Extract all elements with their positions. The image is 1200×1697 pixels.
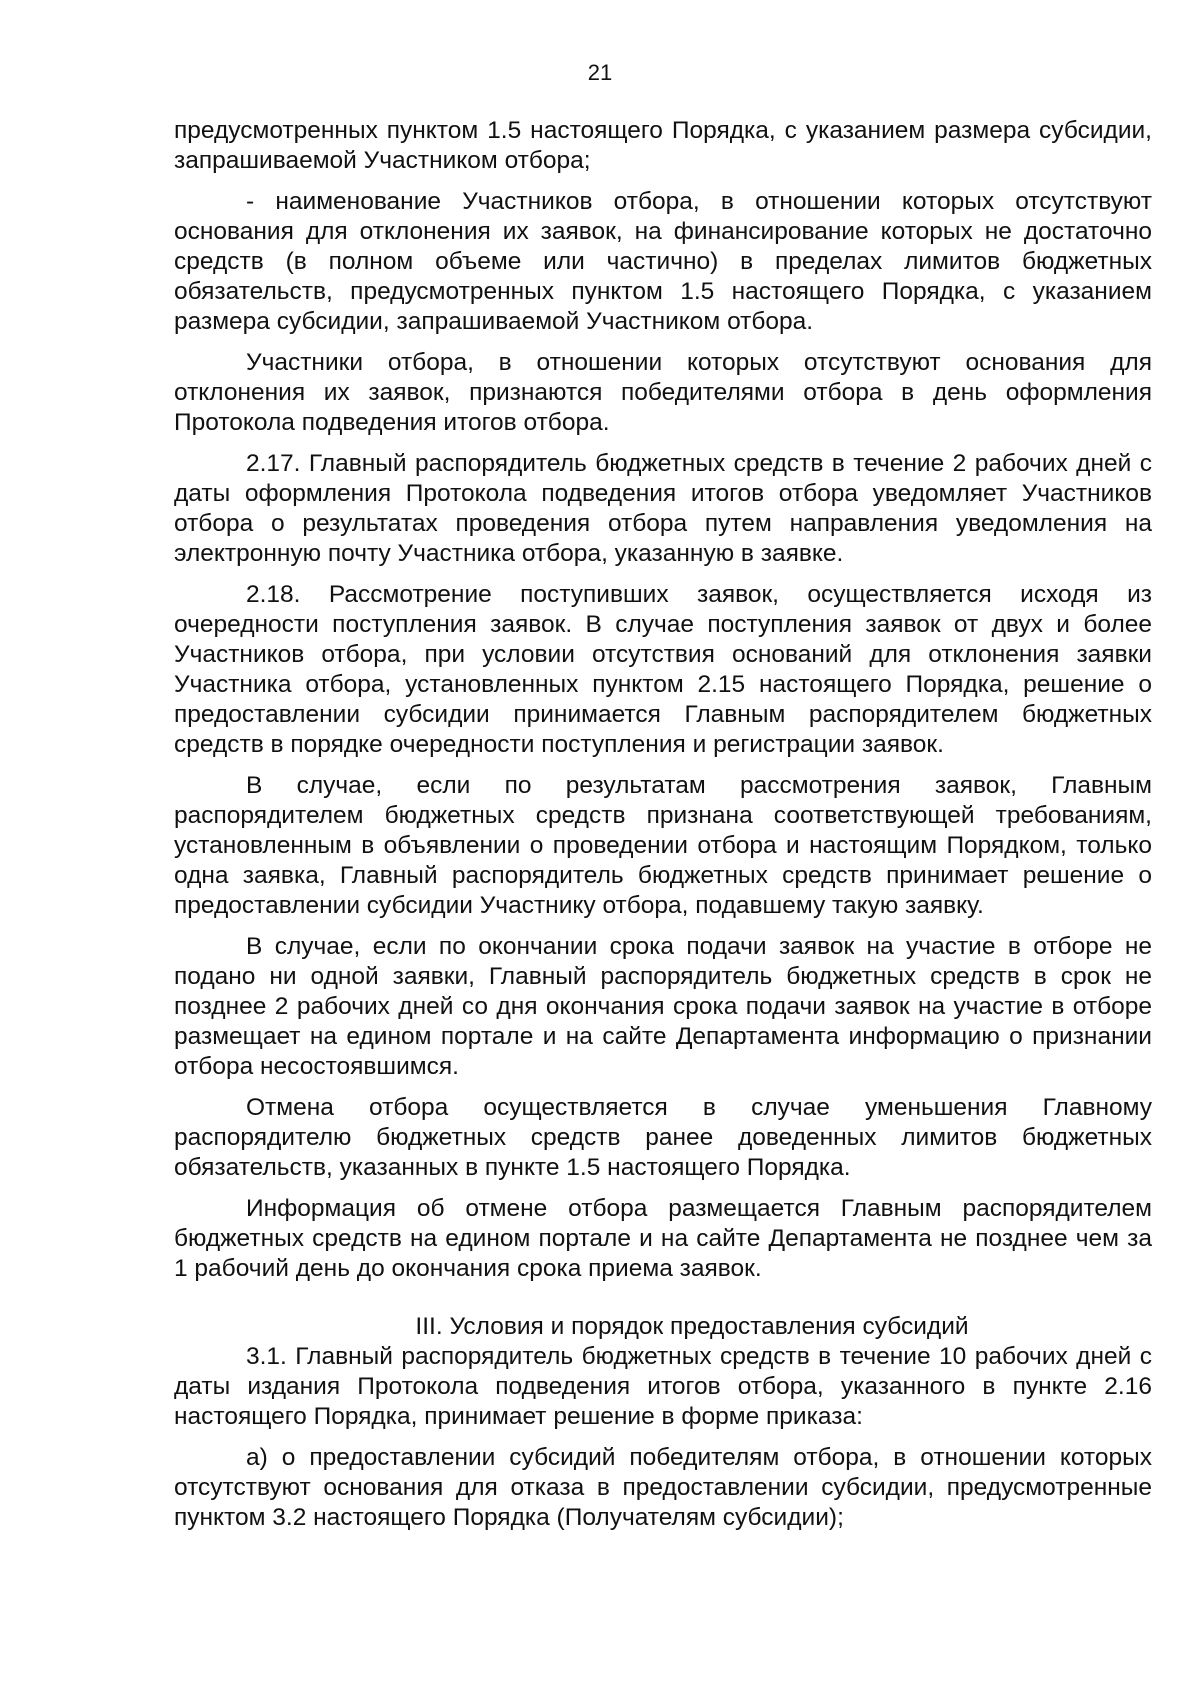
paragraph: Информация об отмене отбора размещается Главным распорядителем бюджетных средств на едином портале и на сайте Департамента не позднее чем за 1 рабочий день до окончания срока приема заявок.: [174, 1195, 1152, 1282]
document-body: [174, 116, 1152, 1544]
section-heading: III. Условия и порядок предоставления субсидий: [415, 1313, 969, 1340]
page-number: 21: [587, 60, 613, 85]
paragraph-clause-2-18: 2.18. Рассмотрение поступивших заявок, осуществляется исходя из очередности поступления заявок. В случае поступления заявок от двух и более Участников отбора, при условии отсутствия оснований для отклонения заявки Участника отбора, установленных пунктом 2.15 настоящего Порядка, решение о предоставлении субсидии принимается Главным распорядителем бюджетных средств в порядке очередности поступления и регистрации заявок.: [174, 581, 1152, 758]
paragraph-list-item: - наименование Участников отбора, в отношении которых отсутствуют основания для отклонения их заявок, на финансирование которых не достаточно средств (в полном объеме или частично) в пределах лимитов бюджетных обязательств, предусмотренных пунктом 1.5 настоящего Порядка, с указанием размера субсидии, запрашиваемой Участником отбора.: [174, 188, 1152, 335]
paragraph: Участники отбора, в отношении которых отсутствуют основания для отклонения их заявок, признаются победителями отбора в день оформления Протокола подведения итогов отбора.: [174, 349, 1152, 436]
paragraph-subclause-a: а) о предоставлении субсидий победителям отбора, в отношении которых отсутствуют основания для отказа в предоставлении субсидии, предусмотренные пунктом 3.2 настоящего Порядка (Получателям субсидии);: [174, 1444, 1152, 1531]
paragraph: В случае, если по результатам рассмотрения заявок, Главным распорядителем бюджетных средств признана соответствующей требованиям, установленным в объявлении о проведении отбора и настоящим Порядком, только одна заявка, Главный распорядитель бюджетных средств принимает решение о предоставлении субсидии Участнику отбора, подавшему такую заявку.: [174, 772, 1152, 919]
paragraph-clause-3-1: 3.1. Главный распорядитель бюджетных средств в течение 10 рабочих дней с даты издания Протокола подведения итогов отбора, указанного в пункте 2.16 настоящего Порядка, принимает решение в форме приказа:: [174, 1343, 1152, 1430]
paragraph-continuation: предусмотренных пунктом 1.5 настоящего Порядка, с указанием размера субсидии, запрашиваемой Участником отбора;: [174, 117, 1152, 174]
paragraph: В случае, если по окончании срока подачи заявок на участие в отборе не подано ни одной заявки, Главный распорядитель бюджетных средств в срок не позднее 2 рабочих дней со дня окончания срока подачи заявок на участие в отборе размещает на едином портале и на сайте Департамента информацию о признании отбора несостоявшимся.: [174, 933, 1152, 1080]
paragraph-clause-2-17: 2.17. Главный распорядитель бюджетных средств в течение 2 рабочих дней с даты оформления Протокола подведения итогов отбора уведомляет Участников отбора о результатах проведения отбора путем направления уведомления на электронную почту Участника отбора, указанную в заявке.: [174, 450, 1152, 567]
paragraph: Отмена отбора осуществляется в случае уменьшения Главному распорядителю бюджетных средств ранее доведенных лимитов бюджетных обязательств, указанных в пункте 1.5 настоящего Порядка.: [174, 1094, 1152, 1181]
